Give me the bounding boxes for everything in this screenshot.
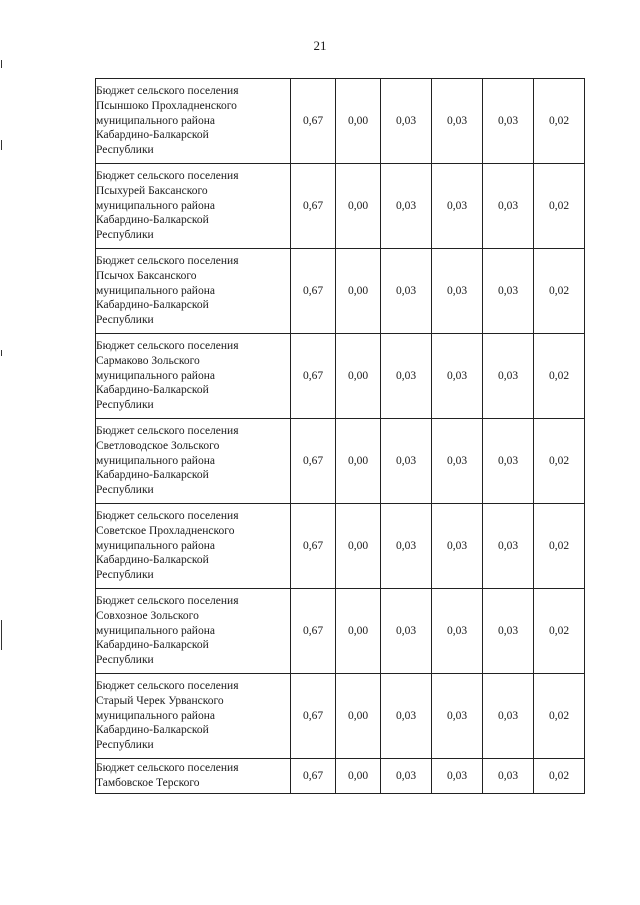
budget-name-line: Кабардино-Балкарской [96,214,209,227]
table-row [96,419,585,504]
value-cell: 0,67 [291,504,336,589]
budget-name-line: Бюджет сельского поселения [96,425,239,438]
value-cell: 0,03 [381,589,432,674]
budget-name-cell [96,164,291,249]
budget-name-line: Бюджет сельского поселения [96,510,239,523]
value-cell: 0,02 [534,504,585,589]
table-row [96,504,585,589]
value-cell: 0,03 [483,589,534,674]
budget-name-line: Кабардино-Балкарской [96,299,209,312]
value-cell: 0,03 [432,759,483,794]
value-cell: 0,03 [483,79,534,164]
value-cell: 0,02 [534,334,585,419]
budget-name-line: Сармаково Зольского [96,354,200,367]
value-cell: 0,03 [381,249,432,334]
budget-name-line: Бюджет сельского поселения [96,762,239,775]
budget-name-line: Бюджет сельского поселения [96,340,239,353]
table-row [96,249,585,334]
value-cell: 0,67 [291,419,336,504]
budget-name-line: Кабардино-Балкарской [96,554,209,567]
table-row [96,79,585,164]
value-cell: 0,00 [336,504,381,589]
budget-name-line: Бюджет сельского поселения [96,595,239,608]
budget-name-cell [96,249,291,334]
budget-name-line: Кабардино-Балкарской [96,639,209,652]
value-cell: 0,03 [483,249,534,334]
budget-name-cell [96,419,291,504]
value-cell: 0,00 [336,589,381,674]
value-cell: 0,67 [291,589,336,674]
value-cell: 0,03 [381,334,432,419]
budget-name-line: Светловодское Зольского [96,439,220,452]
budget-name-line: муниципального района [96,369,215,382]
budget-name-line: Республики [96,229,154,242]
value-cell: 0,02 [534,79,585,164]
budget-name-cell [96,334,291,419]
budget-name-line: Псыншоко Прохладненского [96,99,237,112]
value-cell: 0,03 [432,419,483,504]
table-row [96,164,585,249]
budget-name-line: Бюджет сельского поселения [96,85,239,98]
budget-name-line: Республики [96,569,154,582]
budget-name-cell [96,504,291,589]
value-cell: 0,67 [291,334,336,419]
budget-name-line: Псычох Баксанского [96,269,197,282]
value-cell: 0,03 [483,334,534,419]
budget-name-line: Кабардино-Балкарской [96,384,209,397]
value-cell: 0,03 [432,504,483,589]
value-cell: 0,00 [336,334,381,419]
budget-name-line: муниципального района [96,199,215,212]
budget-name-line: Кабардино-Балкарской [96,129,209,142]
budget-name-line: Бюджет сельского поселения [96,680,239,693]
value-cell: 0,02 [534,589,585,674]
value-cell: 0,67 [291,759,336,794]
budget-name-line: Республики [96,739,154,752]
value-cell: 0,03 [483,419,534,504]
value-cell: 0,03 [432,589,483,674]
budget-name-line: муниципального района [96,624,215,637]
page-number: 21 [313,38,327,53]
value-cell: 0,00 [336,419,381,504]
budget-name-line: Старый Черек Урванского [96,694,224,707]
budget-name-line: Бюджет сельского поселения [96,170,239,183]
budget-name-line: Республики [96,399,154,412]
value-cell: 0,67 [291,674,336,759]
table-row [96,674,585,759]
budget-name-line: Кабардино-Балкарской [96,469,209,482]
budget-name-cell [96,674,291,759]
budget-name-line: Бюджет сельского поселения [96,255,239,268]
budget-name-line: Тамбовское Терского [96,777,200,789]
scan-edge-mark [1,60,2,68]
table-body [96,79,585,794]
value-cell: 0,03 [432,674,483,759]
value-cell: 0,67 [291,249,336,334]
value-cell: 0,03 [381,419,432,504]
budget-table [95,78,585,794]
value-cell: 0,03 [381,759,432,794]
value-cell: 0,03 [381,164,432,249]
value-cell: 0,03 [483,164,534,249]
budget-name-line: Псыхурей Баксанского [96,184,208,197]
budget-name-line: муниципального района [96,539,215,552]
value-cell: 0,67 [291,164,336,249]
value-cell: 0,03 [432,334,483,419]
budget-name-line: Республики [96,654,154,667]
table-row [96,334,585,419]
value-cell: 0,00 [336,79,381,164]
budget-name-line: Советское Прохладненского [96,524,235,537]
value-cell: 0,03 [483,674,534,759]
value-cell: 0,03 [483,504,534,589]
budget-name-cell [96,79,291,164]
value-cell: 0,02 [534,759,585,794]
budget-name-line: Республики [96,144,154,157]
scan-edge-mark [1,620,2,650]
budget-name-line: Кабардино-Балкарской [96,724,209,737]
budget-name-line: муниципального района [96,454,215,467]
value-cell: 0,02 [534,249,585,334]
value-cell: 0,03 [432,164,483,249]
value-cell: 0,67 [291,79,336,164]
value-cell: 0,00 [336,164,381,249]
scan-edge-mark [1,350,2,356]
value-cell: 0,02 [534,674,585,759]
value-cell: 0,03 [381,504,432,589]
budget-name-cell [96,589,291,674]
budget-name-line: муниципального района [96,284,215,297]
budget-name-cell [96,759,291,794]
value-cell: 0,02 [534,164,585,249]
value-cell: 0,00 [336,759,381,794]
budget-name-line: Совхозное Зольского [96,609,199,622]
budget-name-line: Республики [96,314,154,327]
budget-name-line: муниципального района [96,709,215,722]
value-cell: 0,03 [432,249,483,334]
value-cell: 0,00 [336,249,381,334]
value-cell: 0,02 [534,419,585,504]
budget-name-line: Республики [96,484,154,497]
value-cell: 0,00 [336,674,381,759]
value-cell: 0,03 [483,759,534,794]
value-cell: 0,03 [381,79,432,164]
table-row [96,589,585,674]
budget-name-line: муниципального района [96,114,215,127]
table-row [96,759,585,794]
value-cell: 0,03 [432,79,483,164]
scan-edge-mark [1,140,2,150]
value-cell: 0,03 [381,674,432,759]
